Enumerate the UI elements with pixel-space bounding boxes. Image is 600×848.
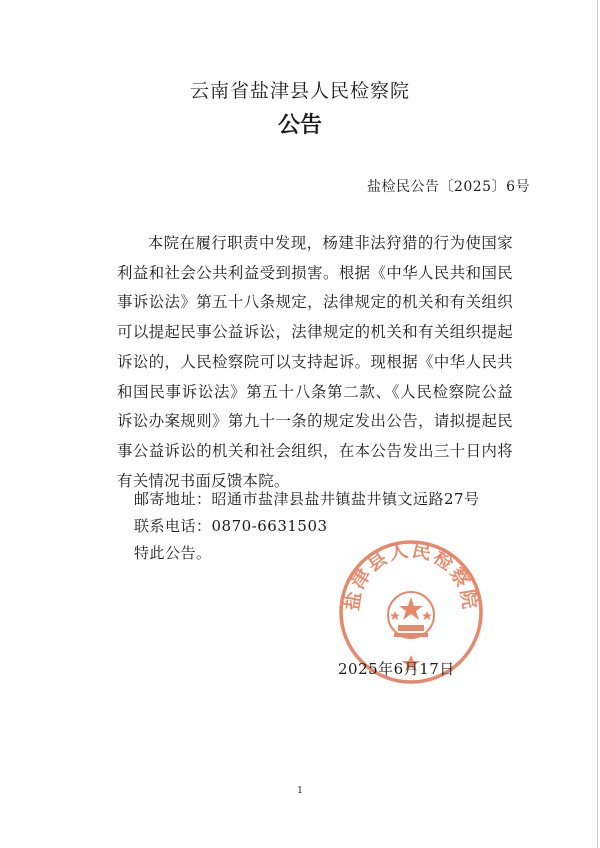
document-title: 公告 [277, 113, 322, 138]
contact-phone: 联系电话：0870-6631503 [134, 517, 328, 535]
announcement-body: 本院在履行职责中发现，杨建非法狩猎的行为使国家利益和社会公共利益受到损害。根据《中华人民共和国民事诉讼法》第五十八条规定，法律规定的机关和有关组织可以提起民事公益诉讼，法律规定的机关和有关组织提起诉讼的，人民检察院可以支持起诉。现根据《中华人民共和国民事诉讼法》第五十八条第二款、《人民检察院公益诉讼办案规则》第九十一条的规定发出公告，请拟提起民事公益诉讼的机关和社会组织，在本公告发出三十日内将有关情况书面反馈本院。 [117, 234, 513, 490]
document-number: 盐检民公告〔2025〕6号 [366, 179, 530, 195]
closing-remark: 特此公告。 [134, 544, 212, 562]
mailing-address: 邮寄地址：昭通市盐津县盐井镇盐井镇文远路27号 [134, 490, 480, 508]
issue-date: 2025年6月17日 [338, 660, 455, 678]
scan-edge-divider [597, 0, 598, 848]
page-number: 1 [297, 786, 303, 796]
national-emblem-icon [388, 592, 434, 638]
seal-text: 盐津县人民检察院 [341, 539, 481, 613]
issuing-organization: 云南省盐津县人民检察院 [189, 80, 410, 102]
